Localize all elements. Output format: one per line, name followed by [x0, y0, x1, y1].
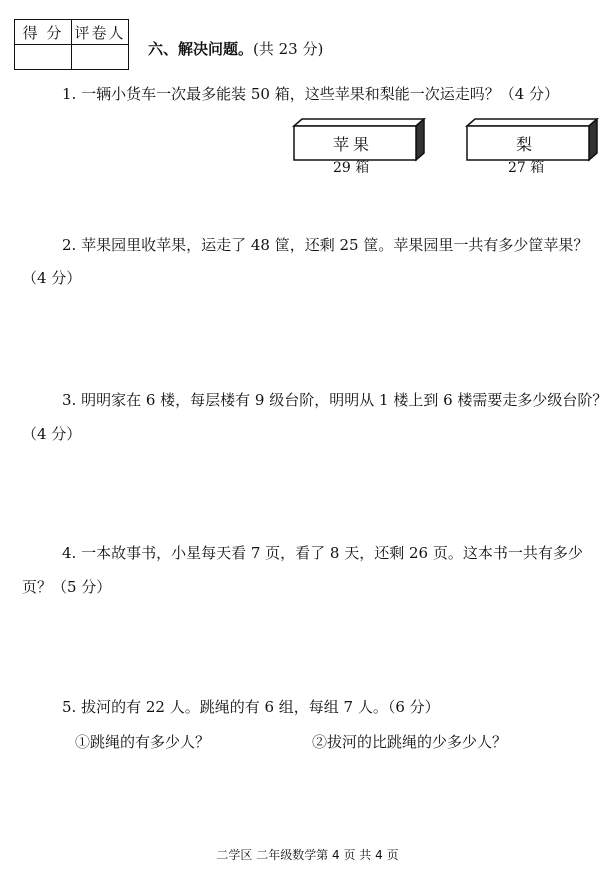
section-title — [148, 38, 323, 59]
question-2-line-2: （4 分） — [22, 269, 82, 287]
question-4-line-1: 4. 一本故事书，小星每天看 7 页，看了 8 天，还剩 26 页。这本书一共有多少 — [62, 544, 583, 562]
apple-box — [292, 118, 414, 154]
pear-count: 27 箱 — [508, 160, 545, 176]
question-2-line-1: 2. 苹果园里收苹果，运走了 48 筐，还剩 25 筐。苹果园里一共有多少筐苹果？ — [62, 236, 589, 254]
pear-box — [465, 118, 587, 154]
score-cell[interactable] — [15, 45, 72, 70]
question-5-sub-2: ②拔河的比跳绳的少多少人？ — [312, 733, 508, 751]
grader-header: 评卷人 — [72, 20, 129, 45]
apple-count: 29 箱 — [333, 160, 370, 176]
score-header: 得 分 — [15, 20, 72, 45]
grader-cell[interactable] — [72, 45, 129, 70]
pear-box-label: 梨 — [515, 135, 536, 154]
question-3-line-1: 3. 明明家在 6 楼，每层楼有 9 级台阶，明明从 1 楼上到 6 楼需要走多少级台阶？ — [62, 391, 608, 409]
page-footer: 二学区 二年级数学第 4 页 共 4 页 — [216, 848, 399, 862]
section-points: (共 23 分) — [253, 40, 324, 58]
question-1: 1. 一辆小货车一次最多能装 50 箱，这些苹果和梨能一次运走吗？（4 分） — [62, 85, 560, 103]
question-3-line-2: （4 分） — [22, 425, 82, 443]
question-4-line-2: 页？（5 分） — [22, 578, 112, 596]
score-table — [14, 19, 129, 70]
section-title-text: 六、解决问题。 — [148, 40, 254, 58]
apple-box-label: 苹果 — [332, 135, 373, 154]
question-5-line-1: 5. 拔河的有 22 人。跳绳的有 6 组，每组 7 人。（6 分） — [62, 698, 440, 716]
question-5-sub-1: ①跳绳的有多少人？ — [75, 733, 211, 751]
